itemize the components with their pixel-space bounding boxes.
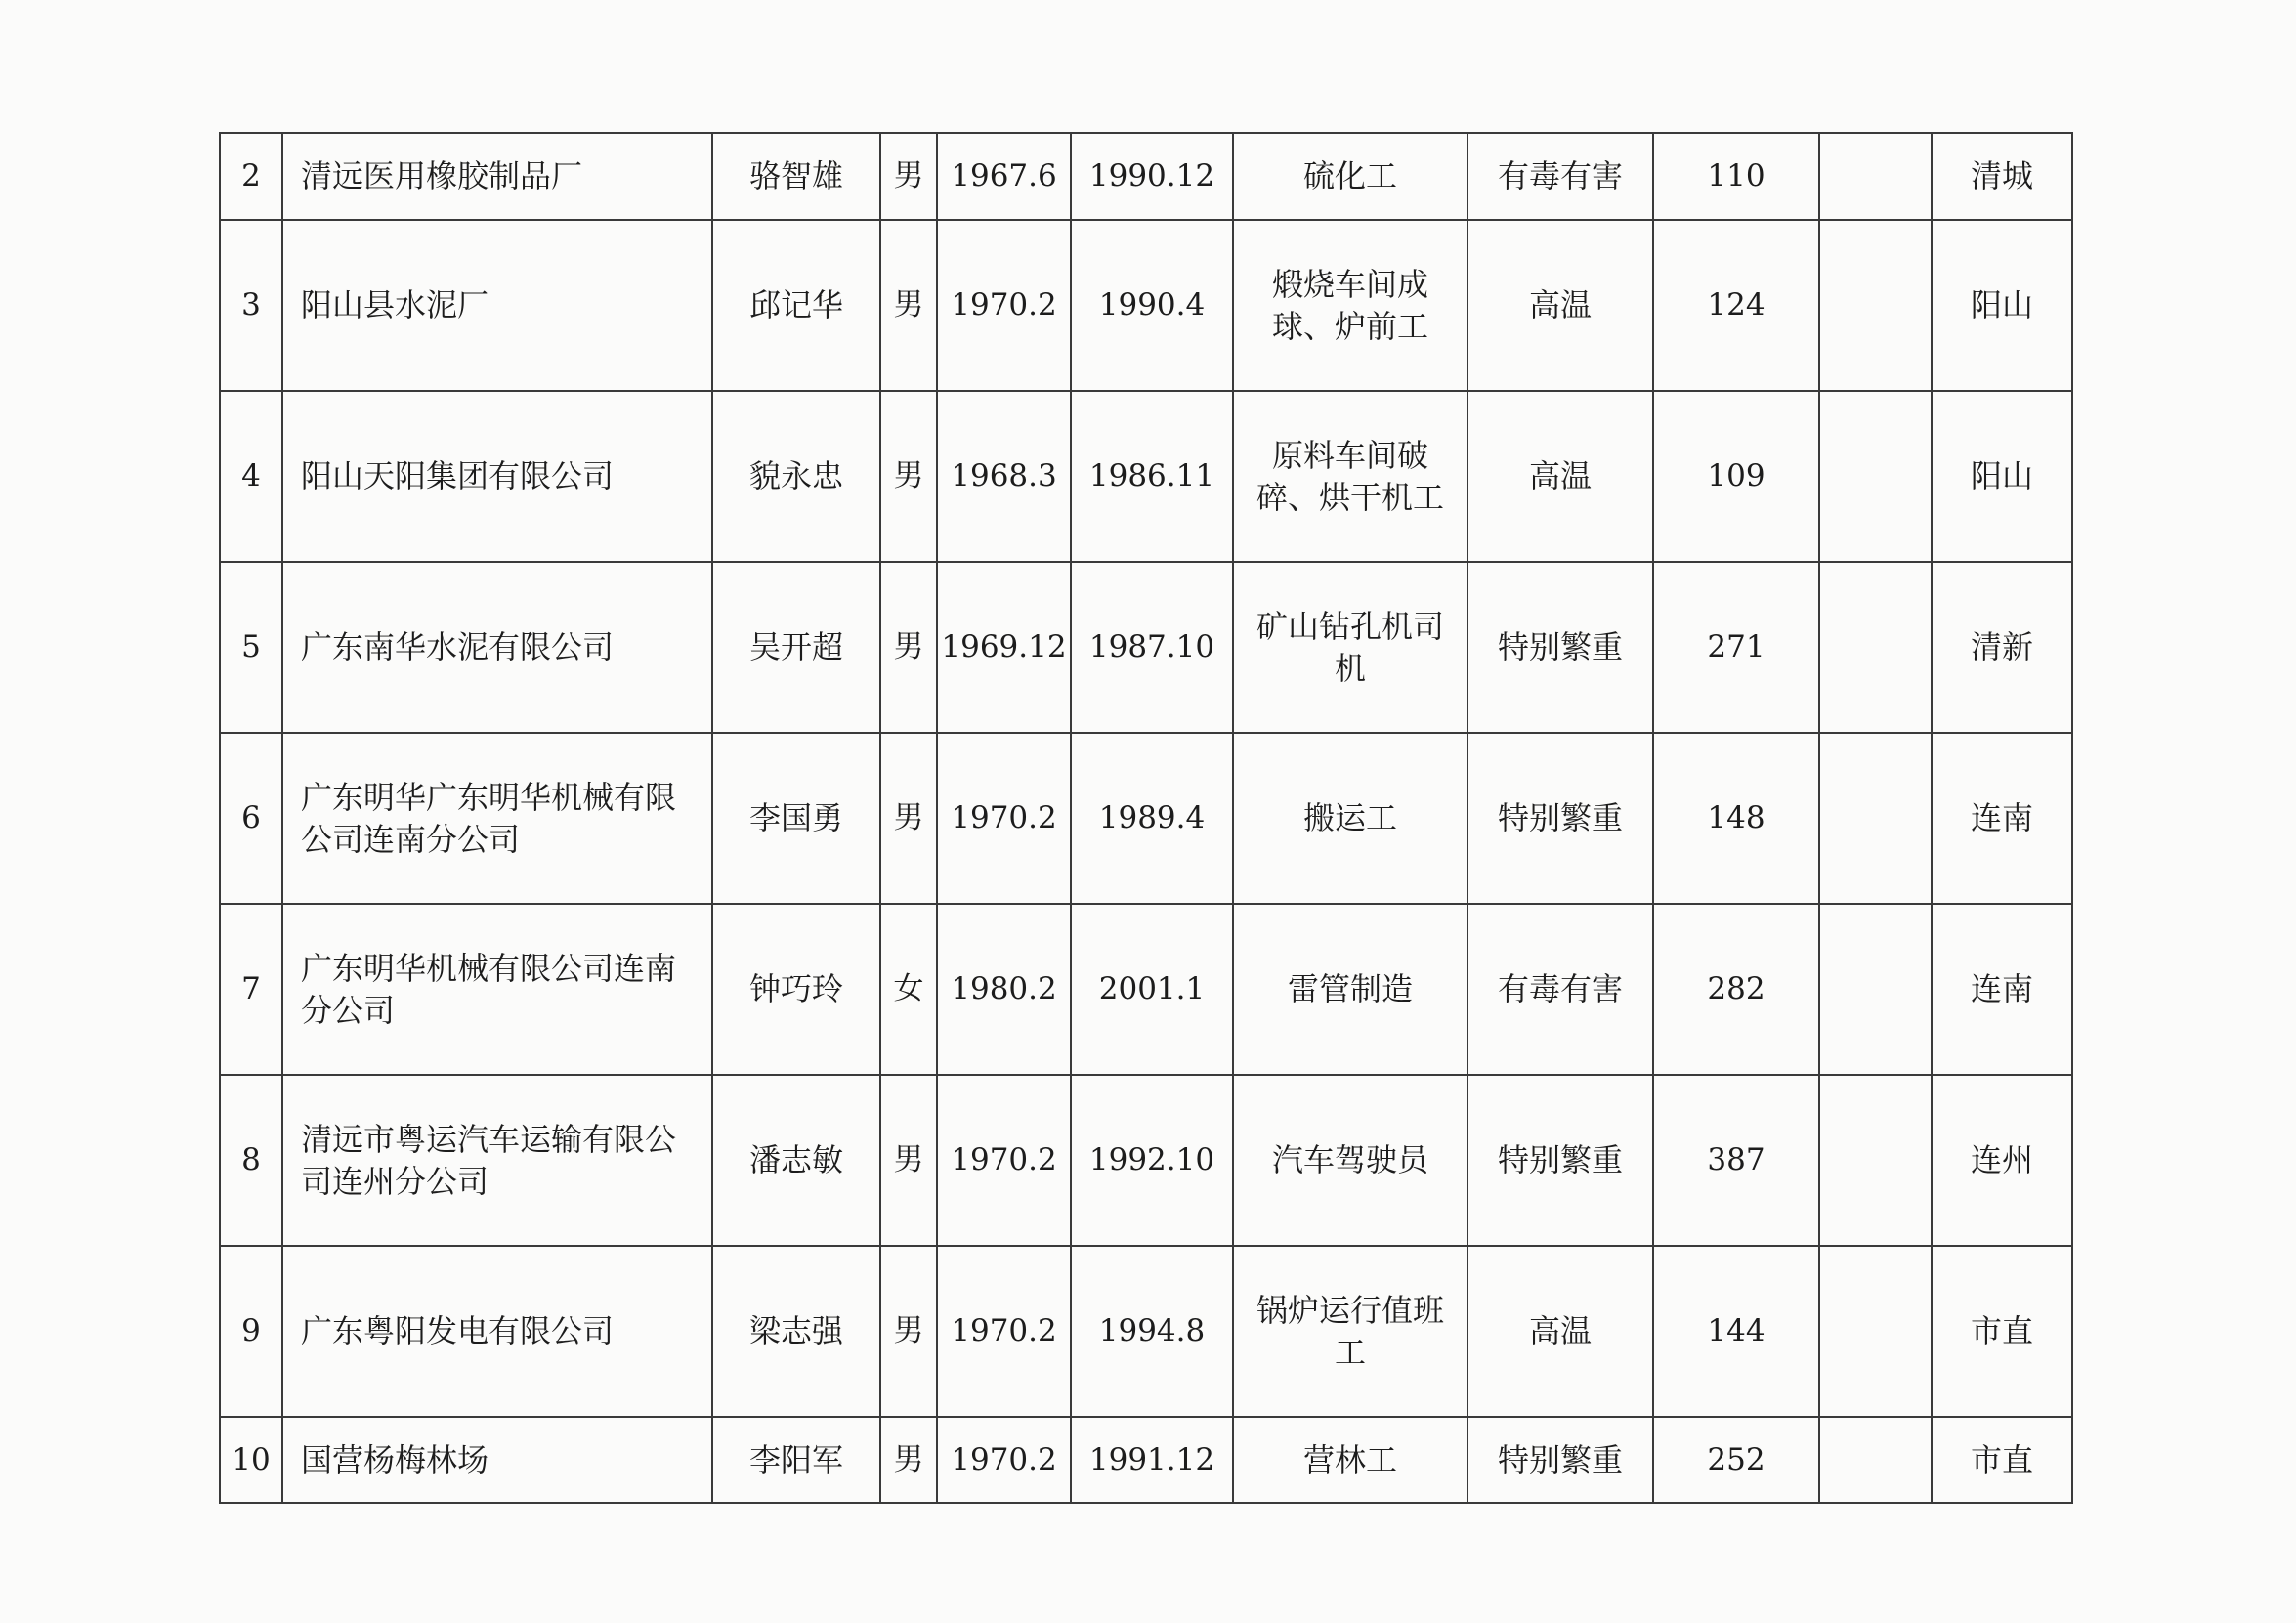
cell-category: 高温 [1467, 391, 1653, 562]
cell-remark [1819, 562, 1932, 733]
cell-name: 邱记华 [712, 220, 880, 391]
cell-start: 1989.4 [1071, 733, 1233, 904]
table-row [220, 1075, 2072, 1246]
cell-name: 潘志敏 [712, 1075, 880, 1246]
cell-birth: 1970.2 [937, 220, 1071, 391]
cell-unit: 阳山天阳集团有限公司 [282, 391, 712, 562]
worker-table [219, 132, 2073, 1504]
cell-no: 5 [220, 562, 282, 733]
cell-no: 4 [220, 391, 282, 562]
cell-region: 阳山 [1932, 220, 2072, 391]
cell-no: 8 [220, 1075, 282, 1246]
cell-name: 梁志强 [712, 1246, 880, 1417]
cell-sex: 女 [880, 904, 937, 1075]
cell-remark [1819, 1246, 1932, 1417]
cell-months: 282 [1653, 904, 1819, 1075]
cell-months: 271 [1653, 562, 1819, 733]
cell-sex: 男 [880, 1417, 937, 1503]
cell-region: 阳山 [1932, 391, 2072, 562]
cell-sex: 男 [880, 1246, 937, 1417]
cell-months: 144 [1653, 1246, 1819, 1417]
cell-no: 2 [220, 133, 282, 220]
cell-job: 雷管制造 [1233, 904, 1467, 1075]
cell-birth: 1970.2 [937, 1075, 1071, 1246]
cell-start: 1990.4 [1071, 220, 1233, 391]
cell-unit: 广东明华广东明华机械有限公司连南分公司 [282, 733, 712, 904]
cell-region: 市直 [1932, 1246, 2072, 1417]
cell-sex: 男 [880, 391, 937, 562]
cell-region: 连南 [1932, 904, 2072, 1075]
cell-remark [1819, 1075, 1932, 1246]
table-row [220, 1417, 2072, 1503]
cell-birth: 1970.2 [937, 1417, 1071, 1503]
cell-start: 1994.8 [1071, 1246, 1233, 1417]
cell-remark [1819, 1417, 1932, 1503]
table-row [220, 562, 2072, 733]
cell-region: 连州 [1932, 1075, 2072, 1246]
cell-start: 1992.10 [1071, 1075, 1233, 1246]
cell-remark [1819, 904, 1932, 1075]
cell-no: 10 [220, 1417, 282, 1503]
cell-job: 硫化工 [1233, 133, 1467, 220]
cell-region: 市直 [1932, 1417, 2072, 1503]
cell-no: 3 [220, 220, 282, 391]
cell-unit: 广东南华水泥有限公司 [282, 562, 712, 733]
cell-category: 特别繁重 [1467, 1075, 1653, 1246]
cell-name: 吴开超 [712, 562, 880, 733]
cell-sex: 男 [880, 733, 937, 904]
cell-category: 有毒有害 [1467, 904, 1653, 1075]
cell-unit: 广东明华机械有限公司连南分公司 [282, 904, 712, 1075]
cell-category: 高温 [1467, 1246, 1653, 1417]
cell-category: 特别繁重 [1467, 1417, 1653, 1503]
cell-name: 骆智雄 [712, 133, 880, 220]
cell-job: 汽车驾驶员 [1233, 1075, 1467, 1246]
table-row [220, 904, 2072, 1075]
table-row [220, 391, 2072, 562]
cell-months: 124 [1653, 220, 1819, 391]
table-row [220, 733, 2072, 904]
cell-no: 6 [220, 733, 282, 904]
cell-name: 貌永忠 [712, 391, 880, 562]
cell-start: 1990.12 [1071, 133, 1233, 220]
cell-job: 搬运工 [1233, 733, 1467, 904]
table-body [220, 133, 2072, 1503]
cell-birth: 1969.12 [937, 562, 1071, 733]
cell-category: 有毒有害 [1467, 133, 1653, 220]
table-row [220, 220, 2072, 391]
cell-job: 煅烧车间成球、炉前工 [1233, 220, 1467, 391]
cell-region: 清新 [1932, 562, 2072, 733]
cell-category: 特别繁重 [1467, 733, 1653, 904]
cell-sex: 男 [880, 1075, 937, 1246]
cell-start: 1991.12 [1071, 1417, 1233, 1503]
cell-birth: 1970.2 [937, 733, 1071, 904]
cell-unit: 广东粤阳发电有限公司 [282, 1246, 712, 1417]
cell-job: 矿山钻孔机司机 [1233, 562, 1467, 733]
cell-birth: 1967.6 [937, 133, 1071, 220]
table-row [220, 133, 2072, 220]
cell-name: 钟巧玲 [712, 904, 880, 1075]
cell-months: 148 [1653, 733, 1819, 904]
cell-sex: 男 [880, 562, 937, 733]
cell-birth: 1970.2 [937, 1246, 1071, 1417]
cell-unit: 国营杨梅林场 [282, 1417, 712, 1503]
cell-start: 1987.10 [1071, 562, 1233, 733]
cell-start: 2001.1 [1071, 904, 1233, 1075]
cell-birth: 1968.3 [937, 391, 1071, 562]
cell-remark [1819, 733, 1932, 904]
cell-region: 连南 [1932, 733, 2072, 904]
cell-job: 原料车间破碎、烘干机工 [1233, 391, 1467, 562]
cell-unit: 清远医用橡胶制品厂 [282, 133, 712, 220]
cell-unit: 阳山县水泥厂 [282, 220, 712, 391]
cell-name: 李国勇 [712, 733, 880, 904]
cell-months: 387 [1653, 1075, 1819, 1246]
cell-sex: 男 [880, 220, 937, 391]
cell-no: 9 [220, 1246, 282, 1417]
cell-name: 李阳军 [712, 1417, 880, 1503]
cell-sex: 男 [880, 133, 937, 220]
cell-start: 1986.11 [1071, 391, 1233, 562]
cell-unit: 清远市粤运汽车运输有限公司连州分公司 [282, 1075, 712, 1246]
cell-birth: 1980.2 [937, 904, 1071, 1075]
cell-category: 高温 [1467, 220, 1653, 391]
cell-no: 7 [220, 904, 282, 1075]
cell-job: 营林工 [1233, 1417, 1467, 1503]
cell-months: 109 [1653, 391, 1819, 562]
cell-region: 清城 [1932, 133, 2072, 220]
cell-months: 110 [1653, 133, 1819, 220]
cell-months: 252 [1653, 1417, 1819, 1503]
cell-remark [1819, 220, 1932, 391]
table-row [220, 1246, 2072, 1417]
cell-job: 锅炉运行值班工 [1233, 1246, 1467, 1417]
cell-remark [1819, 133, 1932, 220]
cell-category: 特别繁重 [1467, 562, 1653, 733]
cell-remark [1819, 391, 1932, 562]
